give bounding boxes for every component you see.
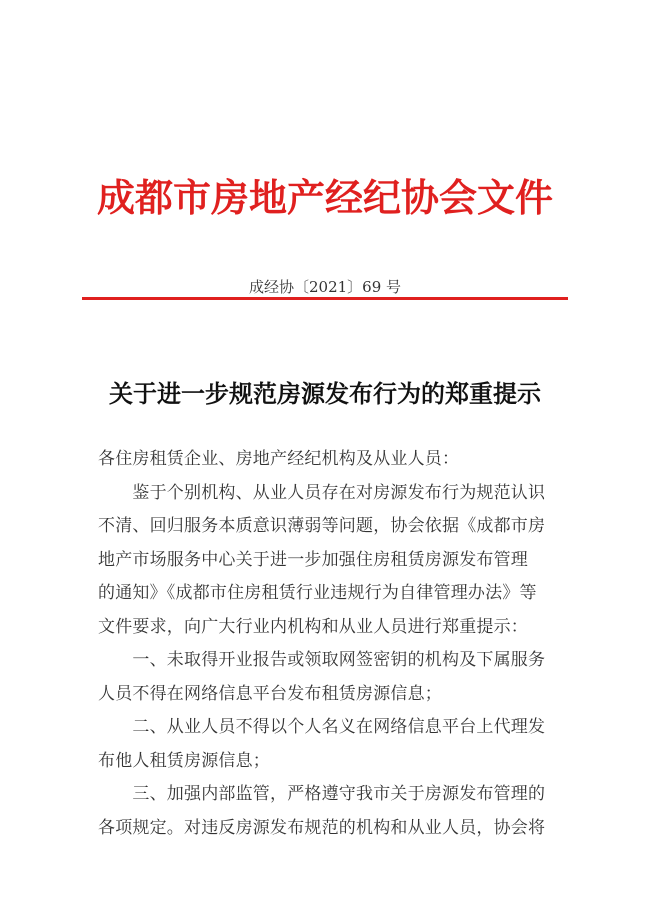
document-subtitle: 关于进一步规范房源发布行为的郑重提示	[109, 379, 541, 408]
body-line: 文件要求，向广大行业内机构和从业人员进行郑重提示：	[98, 616, 528, 637]
body-line: 一、未取得开业报告或领取网签密钥的机构及下属服务	[98, 650, 546, 670]
header-divider	[82, 297, 568, 300]
body-line: 人员不得在网络信息平台发布租赁房源信息；	[98, 683, 442, 704]
body-line: 的通知》《成都市住房租赁行业违规行为自律管理办法》等	[98, 583, 537, 603]
document-number: 成经协〔2021〕69 号	[248, 278, 402, 296]
body-line: 鉴于个别机构、从业人员存在对房源发布行为规范认识	[98, 482, 546, 503]
body-line: 布他人租赁房源信息；	[98, 750, 270, 771]
body-line: 地产市场服务中心关于进一步加强住房租赁房源发布管理	[98, 549, 528, 570]
document-body	[98, 443, 568, 845]
body-line: 三、加强内部监管，严格遵守我市关于房源发布管理的	[98, 784, 546, 804]
body-line: 不清、回归服务本质意识薄弱等问题，协会依据《成都市房	[98, 516, 546, 536]
document-header-title: 成都市房地产经纪协会文件	[96, 175, 553, 220]
body-line: 二、从业人员不得以个人名义在网络信息平台上代理发	[98, 717, 546, 737]
body-line: 各住房租赁企业、房地产经纪机构及从业人员：	[98, 449, 460, 469]
body-line: 各项规定。对违反房源发布规范的机构和从业人员，协会将	[98, 817, 546, 838]
